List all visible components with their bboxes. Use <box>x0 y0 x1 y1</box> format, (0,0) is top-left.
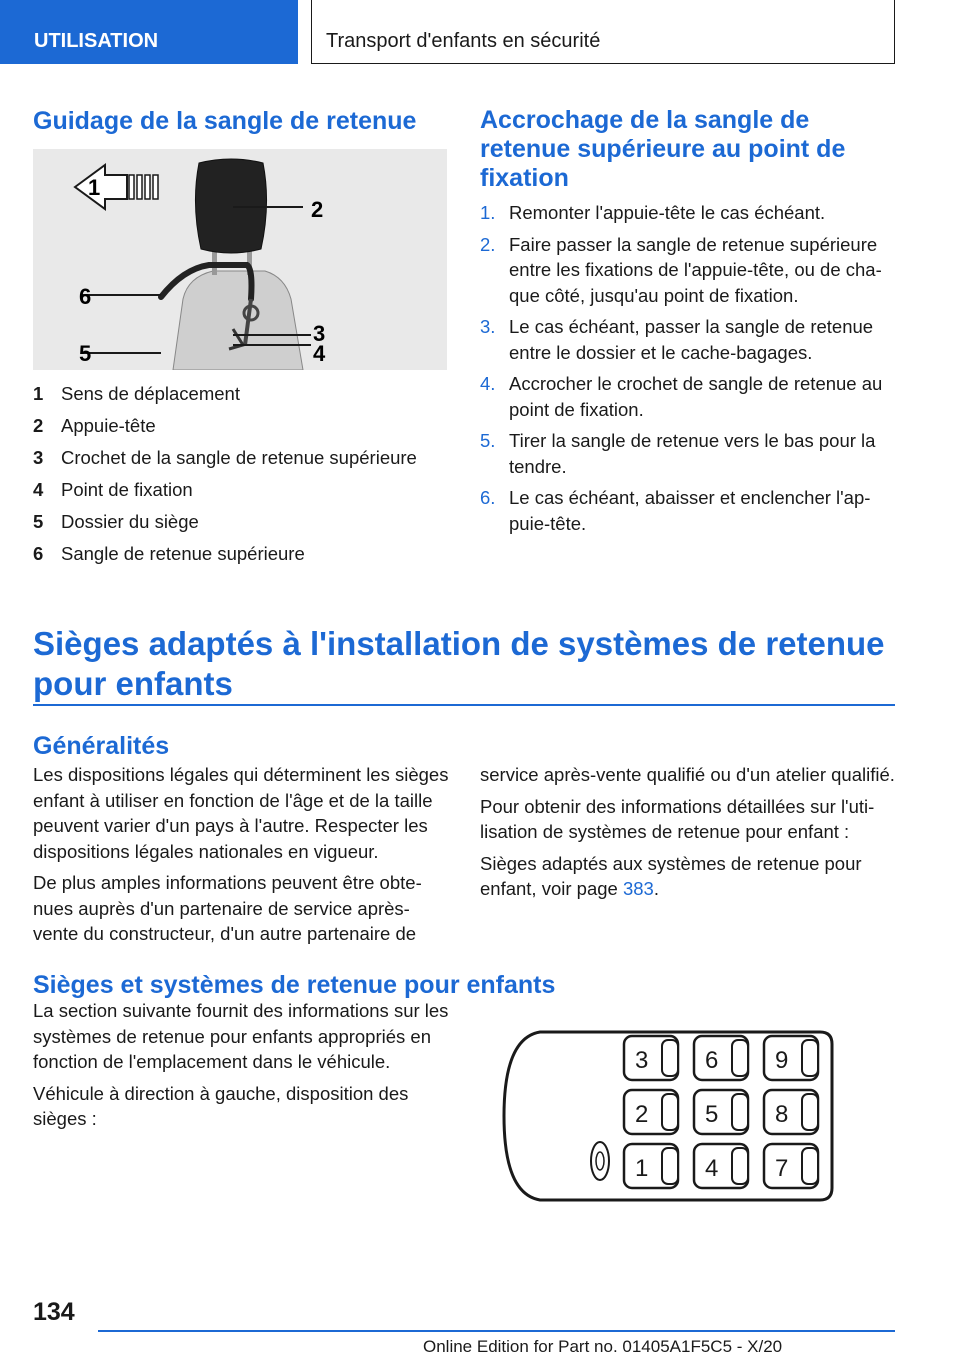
headrest-strap-illustration <box>33 149 447 370</box>
footer-edition: Online Edition for Part no. 01405A1F5C5 - X/20 <box>423 1337 783 1356</box>
paragraph: Pour obtenir des informations détaillées sur l'utilisation de systèmes de retenue pour enfant : <box>480 795 875 842</box>
callout-2: 2 <box>311 197 324 222</box>
legend-label: Point de fixation <box>61 479 193 500</box>
paragraph: De plus amples informations peuvent être obtenues auprès d'un partenaire de service après-vente du constructeur, d'un autre partenaire de <box>33 872 422 944</box>
paragraph: Véhicule à direction à gauche, disposition des sièges : <box>33 1082 409 1129</box>
seat-number: 5 <box>705 1101 719 1128</box>
paragraph-text: Sièges adaptés aux systèmes de retenue pour enfant, voir page <box>480 852 862 899</box>
step-item <box>480 485 900 536</box>
seat-number: 2 <box>635 1101 649 1128</box>
generalites-heading: Généralités <box>33 732 170 760</box>
seat-number: 9 <box>775 1047 789 1074</box>
seat-number: 6 <box>705 1047 719 1074</box>
generalites-left-column <box>33 762 451 953</box>
figure-legend <box>33 381 443 573</box>
seat-layout-diagram <box>500 1026 836 1206</box>
step-number: 2. <box>480 233 496 255</box>
paragraph-with-link <box>480 851 898 902</box>
step-item <box>480 371 900 422</box>
step-number: 5. <box>480 430 496 451</box>
legend-number: 3 <box>33 447 44 468</box>
guidage-heading: Guidage de la sangle de retenue <box>33 107 417 135</box>
page-reference-link[interactable]: 383 <box>622 878 654 899</box>
header-chapter-box <box>311 0 895 64</box>
legend-label: Sens de déplacement <box>61 383 240 404</box>
sieges-systemes-text <box>33 998 453 1138</box>
step-item <box>480 428 900 479</box>
step-item <box>480 200 900 226</box>
paragraph: La section suivante fournit des informations sur les systèmes de retenue pour enfants appropriés en fonction de l'emplacement dans le véhicule. <box>33 1000 449 1072</box>
step-number: 1. <box>480 202 496 223</box>
legend-number: 1 <box>33 383 44 404</box>
seat-number: 3 <box>635 1047 649 1074</box>
seat-number: 1 <box>635 1155 649 1182</box>
legend-item <box>33 477 443 509</box>
step-number: 4. <box>480 373 496 394</box>
paragraph: Les dispositions légales qui déterminent les sièges enfant à utiliser en fonction de l'âge et de la taille peuvent varier d'un pays à l'autre. Respecter les dispositions légales nationales en vigueur. <box>33 764 449 862</box>
accrochage-heading: Accrochage de la sangle de retenue supérieure au point de fixation <box>480 106 846 192</box>
legend-label: Crochet de la sangle de retenue supérieure <box>61 447 417 468</box>
callout-3: 3 <box>313 321 326 346</box>
legend-number: 2 <box>33 415 44 436</box>
seat-number: 8 <box>775 1101 789 1128</box>
paragraph-end: . <box>653 878 659 899</box>
callout-4: 4 <box>313 341 326 366</box>
header-section-label: UTILISATION <box>34 30 159 52</box>
legend-number: 6 <box>33 543 44 564</box>
step-number: 3. <box>480 316 496 337</box>
page-number: 134 <box>33 1298 75 1326</box>
seat-number: 4 <box>705 1155 719 1182</box>
paragraph: service après-vente qualifié ou d'un atelier qualifié. <box>480 764 895 785</box>
legend-label: Dossier du siège <box>61 511 199 532</box>
step-text: Le cas échéant, passer la sangle de retenue entre le dossier et le cache-bagages. <box>509 316 874 363</box>
legend-item <box>33 509 443 541</box>
callout-6: 6 <box>79 284 92 309</box>
callout-1: 1 <box>88 175 101 200</box>
step-number: 6. <box>480 487 496 508</box>
callout-5: 5 <box>79 341 92 366</box>
legend-number: 4 <box>33 479 44 500</box>
legend-item <box>33 413 443 445</box>
legend-label: Appuie-tête <box>61 415 156 436</box>
seat-layout-figure <box>500 1026 836 1206</box>
sieges-adaptes-heading: Sièges adaptés à l'installation de systèmes de retenue pour enfants <box>33 625 885 702</box>
step-text: Accrocher le crochet de sangle de retenue au point de fixation. <box>509 373 883 420</box>
sieges-systemes-heading: Sièges et systèmes de retenue pour enfants <box>33 971 556 999</box>
step-item <box>480 232 900 309</box>
header-chapter-label: Transport d'enfants en sécurité <box>326 30 601 52</box>
step-text: Faire passer la sangle de retenue supérieure entre les fixations de l'appuie-tête, ou de chaque côté, jusqu'au point de fixation. <box>509 233 882 306</box>
seat-number: 7 <box>775 1155 789 1182</box>
header-section-tab <box>0 0 298 64</box>
legend-label: Sangle de retenue supérieure <box>61 543 305 564</box>
step-text: Remonter l'appuie-tête le cas échéant. <box>509 202 826 223</box>
step-text: Le cas échéant, abaisser et enclencher l'appuie-tête. <box>509 487 871 534</box>
legend-item <box>33 381 443 413</box>
legend-item <box>33 541 443 573</box>
step-item <box>480 314 900 365</box>
legend-item <box>33 445 443 477</box>
heading-rule <box>33 704 895 706</box>
legend-number: 5 <box>33 511 44 532</box>
step-text: Tirer la sangle de retenue vers le bas pour la tendre. <box>509 430 876 477</box>
footer-rule <box>98 1330 895 1332</box>
accrochage-steps <box>480 200 900 542</box>
generalites-right-column <box>480 762 898 908</box>
headrest-strap-figure <box>33 149 447 370</box>
